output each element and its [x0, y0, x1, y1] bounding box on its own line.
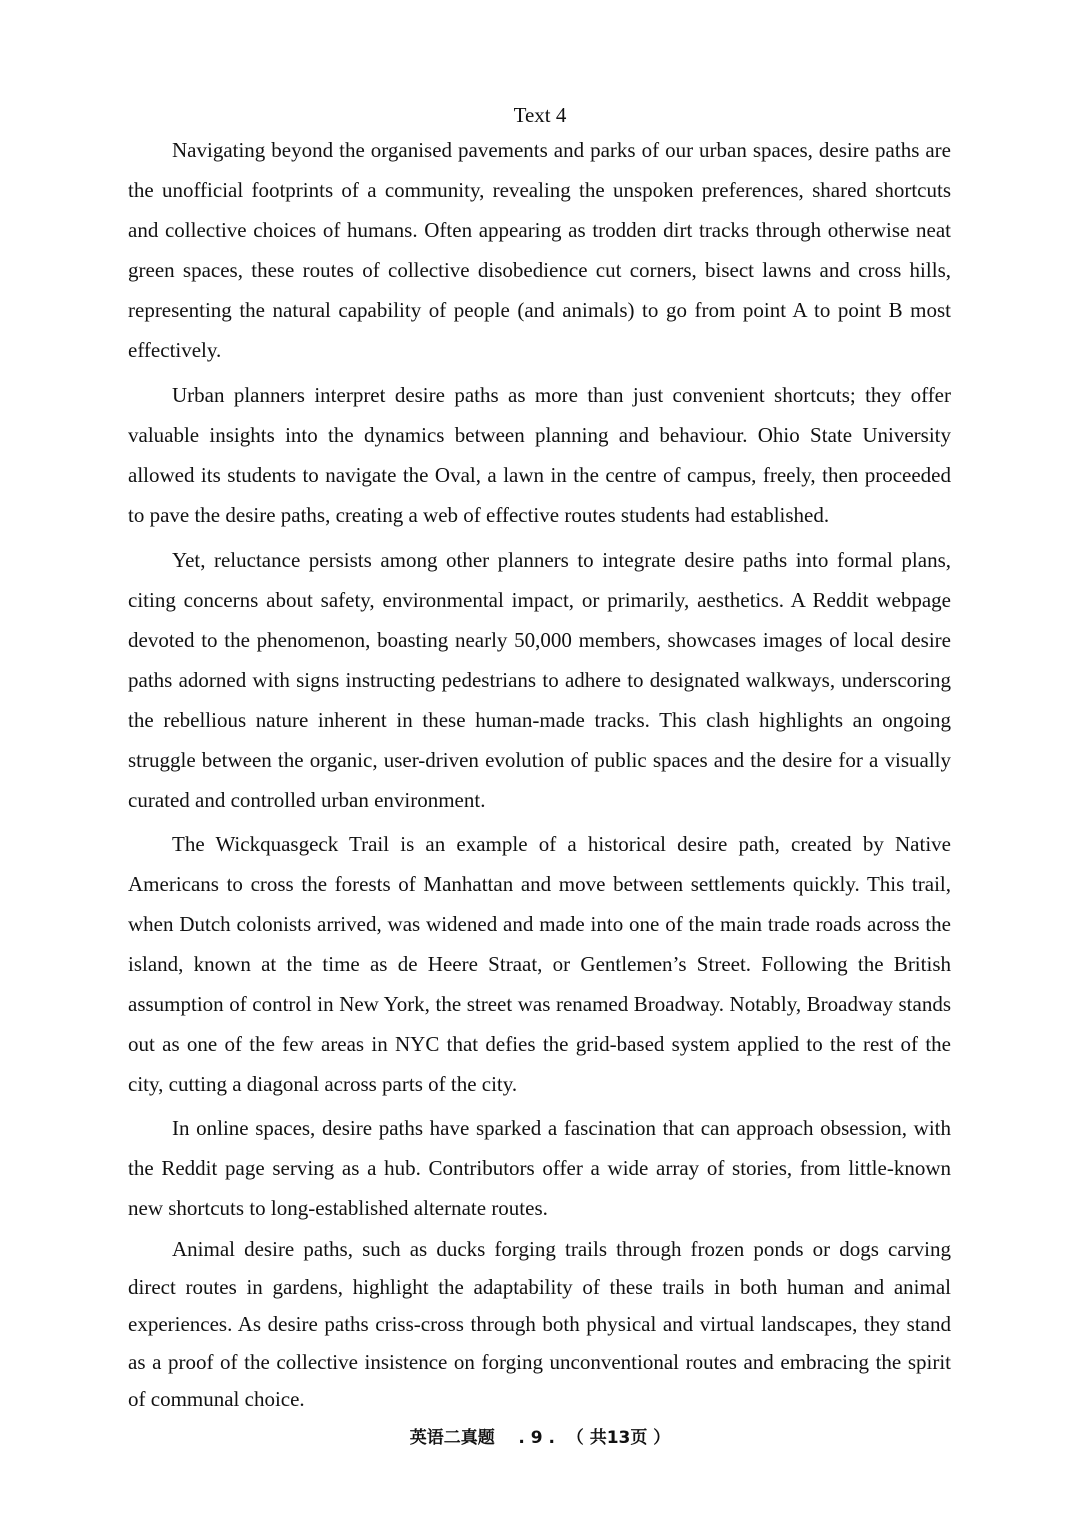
paragraph-3: Yet, reluctance persists among other planners to integrate desire paths into formal plans, citing concerns about safety, environmental impact, or primarily, aesthetics. A Reddit webpage devoted to the phenomenon, boasting nearly 50,000 members, showcases images of local desire paths adorned with signs instructing pedestrians to adhere to designated walkways, underscoring the rebellious nature inherent in these human-made tracks. This clash highlights an ongoing struggle between the organic, user-driven evolution of public spaces and the desire for a visually curated and controlled urban environment. — [128, 548, 951, 812]
paragraph-6: Animal desire paths, such as ducks forging trails through frozen ponds or dogs carving direct routes in gardens, highlight the adaptability of these trails in both human and animal experiences. As desire paths criss-cross through both physical and virtual landscapes, they stand as a proof of the collective insistence on forging unconventional routes and embracing the spirit of communal choice. — [128, 1237, 951, 1411]
paragraph-2: Urban planners interpret desire paths as more than just convenient shortcuts; they offer valuable insights into the dynamics between planning and behaviour. Ohio State University allowed its students to navigate the Oval, a lawn in the centre of campus, freely, then proceeded to pave the desire paths, creating a web of effective routes students had established. — [128, 383, 951, 527]
paragraph-4: The Wickquasgeck Trail is an example of a historical desire path, created by Native Americans to cross the forests of Manhattan and move between settlements quickly. This trail, when Dutch colonists arrived, was widened and made into one of the main trade roads across the island, known at the time as de Heere Straat, or Gentlemen’s Street. Following the British assumption of control in New York, the street was renamed Broadway. Notably, Broadway stands out as one of the few areas in NYC that defies the grid-based system applied to the rest of the city, cutting a diagonal across parts of the city. — [128, 832, 951, 1096]
paragraph-5: In online spaces, desire paths have sparked a fascination that can approach obsession, with the Reddit page serving as a hub. Contributors offer a wide array of stories, from little-known new shortcuts to long-established alternate routes. — [128, 1116, 951, 1220]
paragraph-1: Navigating beyond the organised pavements and parks of our urban spaces, desire paths are the unofficial footprints of a community, revealing the unspoken preferences, shared shortcuts and collective choices of humans. Often appearing as trodden dirt tracks through otherwise neat green spaces, these routes of collective disobedience cut corners, bisect lawns and cross hills, representing the natural capability of people (and animals) to go from point A to point B most effectively. — [128, 138, 951, 362]
page-footer: 英语二真题 . 9 . （ 共13页 ） — [409, 1428, 671, 1448]
text-title: Text 4 — [513, 103, 567, 127]
article-body — [128, 130, 951, 1421]
